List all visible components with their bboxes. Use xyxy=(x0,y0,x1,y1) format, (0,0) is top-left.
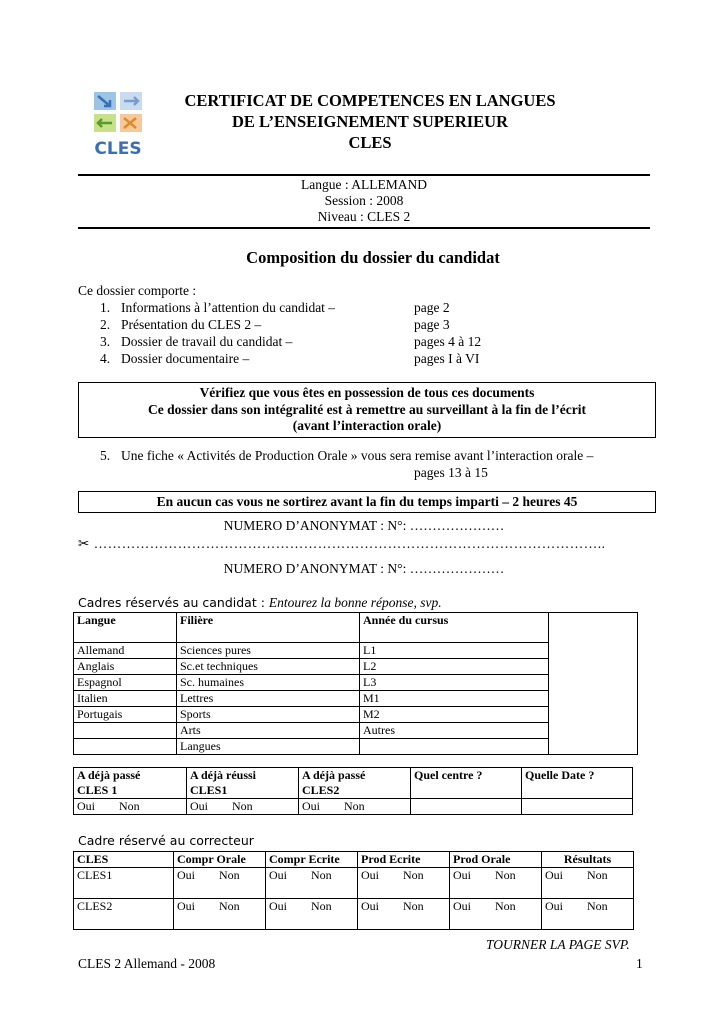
anonymity-number: NUMERO D’ANONYMAT : N°: ………………… xyxy=(223,518,505,533)
list-item: 4. Dossier documentaire – pages I à VI xyxy=(100,351,480,366)
anonymity-number: NUMERO D’ANONYMAT : N°: ………………… xyxy=(223,561,505,576)
list-item: 1. Informations à l’attention du candidat – page 2 xyxy=(100,300,450,315)
cles-logo xyxy=(90,90,148,160)
corrector-section-label: Cadre réservé au correcteur xyxy=(78,833,254,848)
corrector-table: CLES Compr Orale Compr Ecrite Prod Ecrite Prod Orale Résultats CLES1 Oui Non Oui Non Oui Non Oui Non Oui Non CLES2 Oui Non Oui Non Oui Non Oui Non Oui Non xyxy=(73,851,634,930)
scissors-icon: ✂ xyxy=(78,536,90,551)
list-item: 3. Dossier de travail du candidat – pages 4 à 12 xyxy=(100,334,482,349)
cut-line: ✂ ……………………………………………………………………………………………….. xyxy=(78,536,606,551)
divider xyxy=(78,174,650,176)
divider xyxy=(78,227,650,229)
notice-box: Vérifiez que vous êtes en possession de tous ces documents Ce dossier dans son intégralité est à remettre au surveillant à la fin de l’écrit (avant l’interaction orale) xyxy=(78,382,656,438)
turn-page-note: TOURNER LA PAGE SVP. xyxy=(486,937,630,952)
candidate-table: Langue Filière Année du cursus Allemand Sciences pures L1 Anglais Sc.et techniques L2 Espagnol Sc. humaines L3 Italien Lettres M1 Portugais Sports M2 Arts Autres Langues xyxy=(73,612,638,755)
list-item-5: 5. Une fiche « Activités de Production Orale » vous sera remise avant l’interaction orale – pages 13 à 15 xyxy=(100,448,594,480)
candidate-section-label: Cadres réservés au candidat : Entourez la bonne réponse, svp. xyxy=(78,595,442,610)
svg-text:CLES: CLES xyxy=(94,139,142,159)
page-number: 1 xyxy=(636,956,643,971)
session-info: Langue : ALLEMAND Session : 2008 Niveau : CLES 2 xyxy=(301,177,427,224)
footer-title: CLES 2 Allemand - 2008 xyxy=(78,956,216,971)
document-title: CERTIFICAT DE COMPETENCES EN LANGUES DE L’ENSEIGNEMENT SUPERIEUR CLES xyxy=(184,91,556,152)
section-heading: Composition du dossier du candidat xyxy=(246,248,500,267)
contents-list: Ce dossier comporte : 1. Informations à l’attention du candidat – page 2 2. Présentation du CLES 2 – page 3 3. Dossier de travail du candidat – pages 4 à 12 4. Dossier documentaire – pages I à VI xyxy=(78,282,678,367)
history-table: A déjà passé CLES 1 A déjà réussi CLES1 A déjà passé CLES2 Quel centre ? Quelle Date ? Oui Non Oui Non Oui Non xyxy=(73,767,633,815)
warning-box: En aucun cas vous ne sortirez avant la fin du temps imparti – 2 heures 45 xyxy=(78,491,656,513)
list-item: 2. Présentation du CLES 2 – page 3 xyxy=(100,317,450,332)
